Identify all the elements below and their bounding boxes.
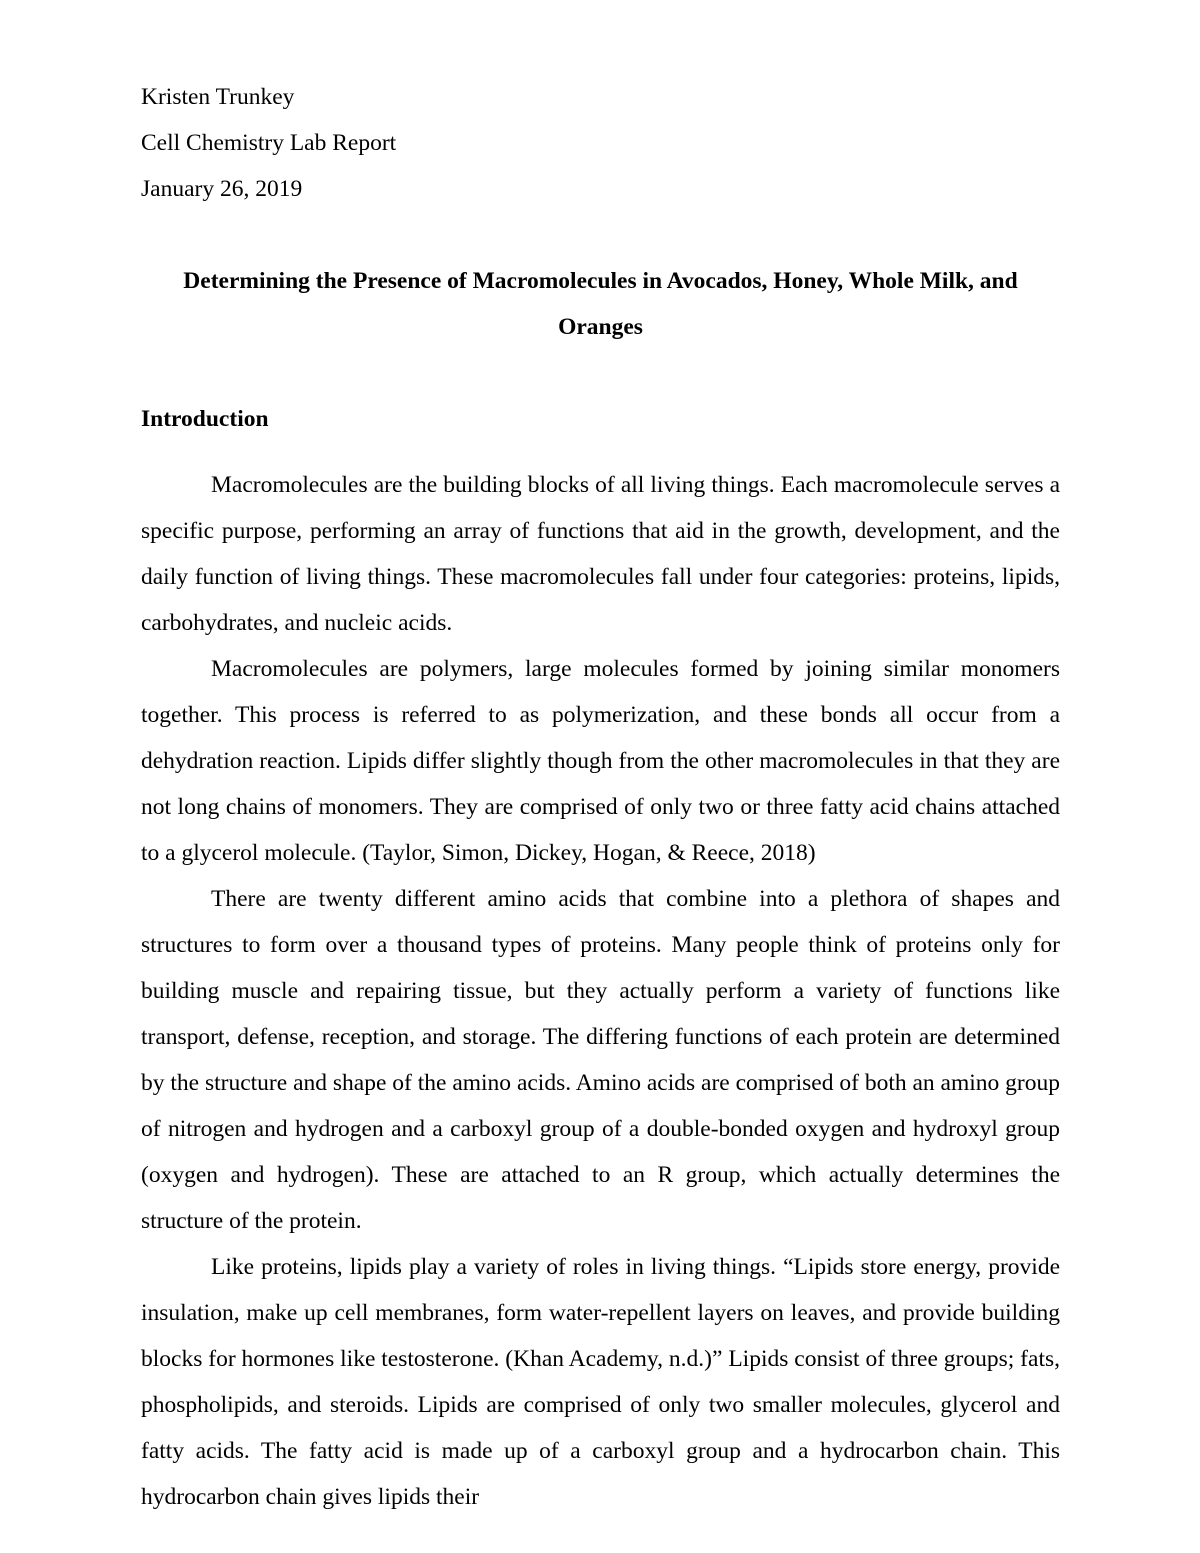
- page-title: Determining the Presence of Macromolecules in Avocados, Honey, Whole Milk, and Oranges: [183, 268, 1018, 340]
- paragraph: Macromolecules are polymers, large molecules formed by joining similar monomers together. This process is referred to as polymerization, and these bonds all occur from a dehydration reaction. Lipids differ slightly though from the other macromolecules in that they are not long chains of monomers. They are comprised of only two or three fatty acid chains attached to a glycerol molecule. (Taylor, Simon, Dickey, Hogan, & Reece, 2018): [141, 655, 1060, 866]
- document-body: [141, 74, 1060, 1520]
- paragraph: Macromolecules are the building blocks of all living things. Each macromolecule serves a specific purpose, performing an array of functions that aid in the growth, development, and the daily function of living things. These macromolecules fall under four categories: proteins, lipids, carbohydrates, and nucleic acids.: [141, 471, 1060, 636]
- section-heading-introduction: Introduction: [141, 406, 269, 432]
- course-title: Cell Chemistry Lab Report: [141, 130, 397, 156]
- document-date: January 26, 2019: [141, 176, 303, 202]
- author-name: Kristen Trunkey: [141, 84, 295, 110]
- paragraph: Like proteins, lipids play a variety of roles in living things. “Lipids store energy, provide insulation, make up cell membranes, form water-repellent layers on leaves, and provide building blocks for hormones like testosterone. (Khan Academy, n.d.)” Lipids consist of three groups; fats, phospholipids, and steroids. Lipids are comprised of only two smaller molecules, glycerol and fatty acids. The fatty acid is made up of a carboxyl group and a hydrocarbon chain. This hydrocarbon chain gives lipids their: [141, 1253, 1060, 1510]
- paragraph: There are twenty different amino acids that combine into a plethora of shapes and structures to form over a thousand types of proteins. Many people think of proteins only for building muscle and repairing tissue, but they actually perform a variety of functions like transport, defense, reception, and storage. The differing functions of each protein are determined by the structure and shape of the amino acids. Amino acids are comprised of both an amino group of nitrogen and hydrogen and a carboxyl group of a double-bonded oxygen and hydroxyl group (oxygen and hydrogen). These are attached to an R group, which actually determines the structure of the protein.: [141, 885, 1060, 1234]
- document-header: [141, 74, 1060, 212]
